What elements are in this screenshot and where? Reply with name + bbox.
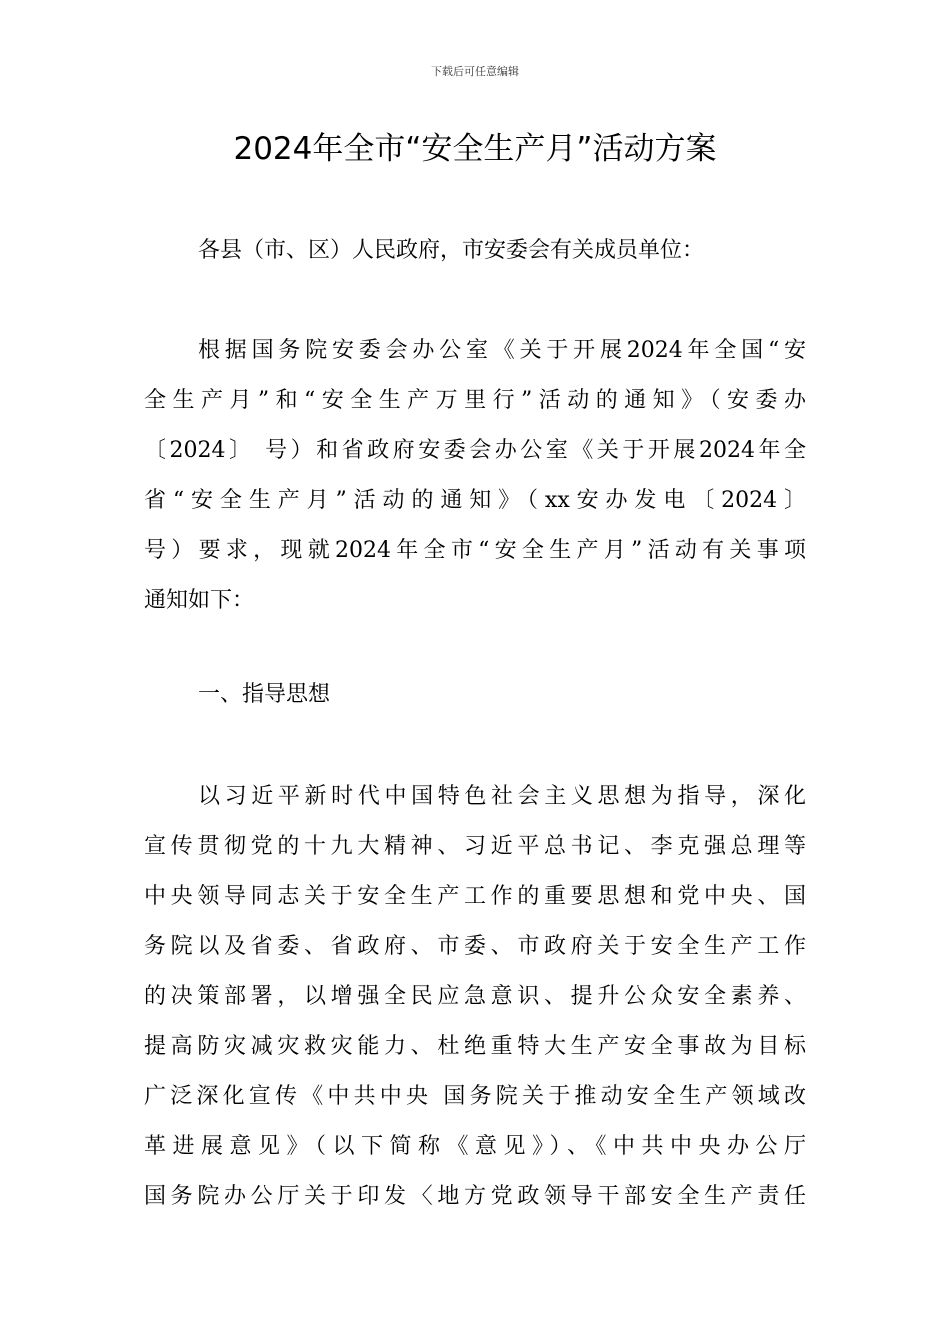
section-line: 提高防灾减灾救灾能力、杜绝重特大生产安全事故为目标: [144, 1034, 806, 1059]
intro-line: 根据国务院安委会办公室《关于开展2024年全国“安: [198, 338, 806, 363]
section-line: 广泛深化宣传《中共中央 国务院关于推动安全生产领域改: [144, 1084, 806, 1109]
section-line: 以习近平新时代中国特色社会主义思想为指导，深化: [198, 784, 806, 809]
section-heading: [144, 670, 806, 720]
section-line: 宣传贯彻党的十九大精神、习近平总书记、李克强总理等: [144, 834, 806, 859]
header-note: 下载后可任意编辑: [431, 65, 519, 78]
salutation: [144, 226, 806, 276]
intro-line: 省“安全生产月”活动的通知》（xx安办发电〔2024〕: [144, 488, 806, 513]
section-line: 务院以及省委、省政府、市委、市政府关于安全生产工作: [144, 934, 806, 959]
section-line: 革进展意见》（以下简称《意见》）、《中共中央办公厅: [144, 1134, 806, 1159]
intro-line: 号）要求，现就2024年全市“安全生产月”活动有关事项: [144, 538, 806, 563]
intro-paragraph: [144, 326, 806, 626]
intro-line: 全生产月”和“安全生产万里行”活动的通知》（安委办: [144, 388, 806, 413]
intro-line: 〔2024〕 号）和省政府安委会办公室《关于开展2024年全: [144, 438, 806, 463]
section-line: 中央领导同志关于安全生产工作的重要思想和党中央、国: [144, 884, 806, 909]
document-title: 2024年全市“安全生产月”活动方案: [233, 131, 717, 167]
section-line: 国务院办公厅关于印发〈地方党政领导干部安全生产责任: [144, 1184, 806, 1209]
salutation-text: 各县（市、区）人民政府，市安委会有关成员单位：: [198, 238, 705, 263]
section-heading-text: 一、指导思想: [198, 682, 331, 707]
section-line: 的决策部署，以增强全民应急意识、提升公众安全素养、: [144, 984, 806, 1009]
intro-line: 通知如下：: [144, 588, 255, 613]
section-paragraph: [144, 772, 806, 1222]
